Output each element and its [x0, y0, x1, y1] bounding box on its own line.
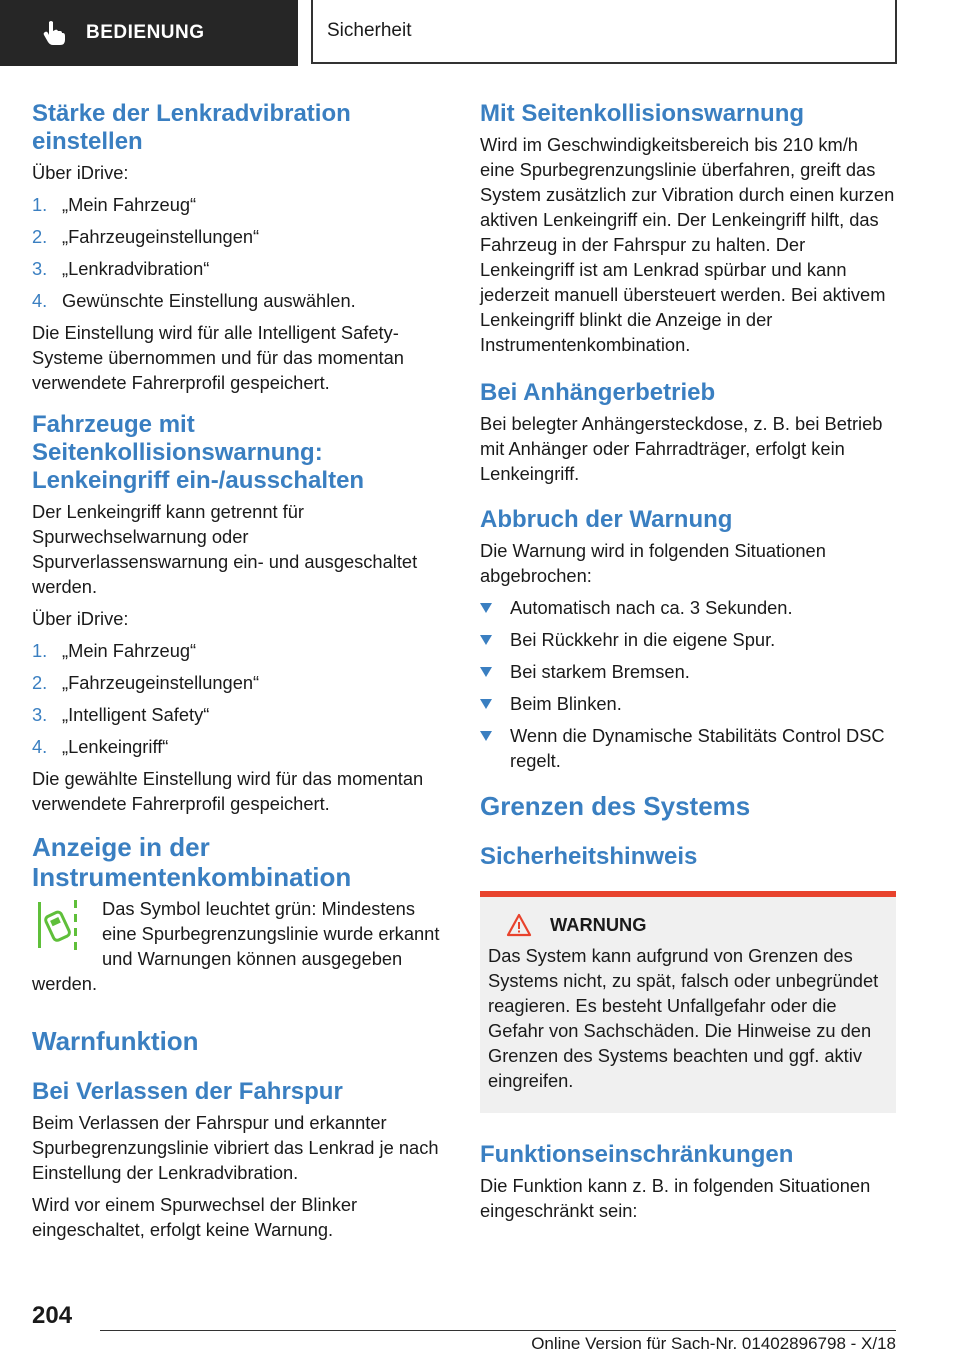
paragraph: Beim Verlassen der Fahrspur und erkannter Spurbegrenzungslinie vibriert das Lenkrad je nach Einstellung der Lenkradvibration. [32, 1112, 439, 1183]
paragraph: Die Warnung wird in folgenden Situationen abgebrochen: [480, 540, 826, 586]
cancel-list [480, 595, 896, 773]
warning-header [488, 913, 884, 937]
triangle-bullet-icon [480, 699, 492, 709]
list-item: 3. „Intelligent Safety“ [32, 704, 210, 725]
list-item: 1. „Mein Fahrzeug“ [32, 640, 197, 661]
page-footer [0, 1296, 960, 1362]
left-column [32, 100, 444, 1249]
paragraph: Die gewählte Einstellung wird für das momentan verwendete Fahrerprofil gespeichert. [32, 768, 424, 814]
footer-text: Online Version für Sach-Nr. 01402896798 - X/18 [531, 1334, 896, 1353]
list-item: 4. „Lenkeingriff“ [32, 736, 169, 757]
footer-divider [100, 1330, 896, 1331]
heading-leaving-lane: Bei Verlassen der Fahrspur [32, 1078, 343, 1105]
paragraph: Die Einstellung wird für alle Intelligent Safety-Systeme übernommen und für das momentan verwendete Fahrerprofil gespeichert. [32, 322, 404, 393]
warning-box [480, 891, 896, 1113]
triangle-bullet-icon [480, 603, 492, 613]
heading-instrument-display: Anzeige in der Instrumentenkombination [32, 832, 352, 892]
list-item: 3. „Lenkradvibration“ [32, 258, 210, 279]
triangle-bullet-icon [480, 731, 492, 741]
heading-system-limits: Grenzen des Systems [480, 791, 751, 821]
paragraph: Über iDrive: [32, 162, 129, 183]
paragraph: Der Lenkeingriff kann getrennt für Spurwechselwarnung oder Spurverlassenswarnung ein- und ausgeschaltet werden. [32, 501, 418, 597]
paragraph: Bei belegter Anhängersteckdose, z. B. bei Betrieb mit Anhänger oder Fahrradträger, erfolgt kein Lenkeingriff. [480, 413, 883, 484]
list-item: Bei starkem Bremsen. [480, 659, 896, 684]
heading-warning-function: Warnfunktion [32, 1026, 199, 1056]
list-item: 1. „Mein Fahrzeug“ [32, 194, 197, 215]
list-item: 4. Gewünschte Einstellung auswählen. [32, 290, 356, 311]
list-item: Wenn die Dynamische Stabilitäts Control DSC regelt. [480, 723, 896, 773]
list-item: 2. „Fahrzeugeinstellungen“ [32, 226, 260, 247]
subsection-tab [311, 0, 897, 64]
paragraph: Über iDrive: [32, 608, 129, 629]
heading-safety-note: Sicherheitshinweis [480, 843, 698, 870]
lane-departure-symbol-icon [34, 896, 84, 954]
heading-steering-vibration: Stärke der Lenkradvibration einstellen [32, 100, 351, 155]
steps-list-1 [32, 192, 444, 313]
warning-label: WARNUNG [550, 914, 647, 935]
list-item: Bei Rückkehr in die eigene Spur. [480, 627, 896, 652]
page-header [0, 0, 960, 66]
paragraph: Wird vor einem Spurwechsel der Blinker eingeschaltet, erfolgt keine Warnung. [32, 1194, 358, 1240]
triangle-bullet-icon [480, 667, 492, 677]
list-item: Automatisch nach ca. 3 Sekunden. [480, 595, 896, 620]
list-item: Beim Blinken. [480, 691, 896, 716]
right-column [480, 100, 896, 1230]
warning-triangle-icon [506, 913, 532, 937]
heading-steering-intervention: Fahrzeuge mit Seitenkollisionswarnung: Lenkeingriff ein-/ausschalten [32, 411, 365, 494]
heading-side-collision: Mit Seitenkollisionswarnung [480, 100, 805, 127]
heading-trailer: Bei Anhängerbetrieb [480, 379, 716, 406]
warning-text: Das System kann aufgrund von Grenzen des Systems nicht, zu spät, falsch oder unbegründet reagieren. Es besteht Unfallgefahr oder die Gefahr von Sachschäden. Die Hinweise zu den Grenzen des Systems beachten und ggf. aktiv eingreifen. [488, 945, 879, 1091]
list-item: 2. „Fahrzeugeinstellungen“ [32, 672, 260, 693]
triangle-bullet-icon [480, 635, 492, 645]
paragraph: Die Funktion kann z. B. in folgenden Situationen eingeschränkt sein: [480, 1175, 871, 1221]
page-number: 204 [32, 1302, 73, 1329]
heading-function-limits: Funktionseinschränkungen [480, 1141, 794, 1168]
paragraph: Wird im Geschwindigkeitsbereich bis 210 km/h eine Spurbegrenzungslinie überfahren, greift das System zusätzlich zur Vibration durch einen kurzen aktiven Lenkeingriff ein. Der Lenkeingriff hilft, das Fahrzeug in der Fahrspur zu halten. Der Lenkeingriff ist am Lenkrad spürbar und kann jederzeit manuell übersteuert werden. Bei aktivem Lenkeingriff blinkt die Anzeige in der Instrumentenkombination. [480, 134, 895, 355]
subsection-label: Sicherheit [327, 20, 412, 41]
heading-cancel-warning: Abbruch der Warnung [480, 506, 733, 533]
paragraph: Das Symbol leuchtet grün: Mindestens eine Spurbegrenzungslinie wurde erkannt und Warnungen können ausgegeben werden. [32, 898, 440, 994]
section-label: BEDIENUNG [86, 22, 205, 43]
hand-pointer-icon [40, 19, 68, 47]
symbol-block [32, 896, 444, 996]
steps-list-2 [32, 638, 444, 759]
section-tab [0, 0, 298, 66]
